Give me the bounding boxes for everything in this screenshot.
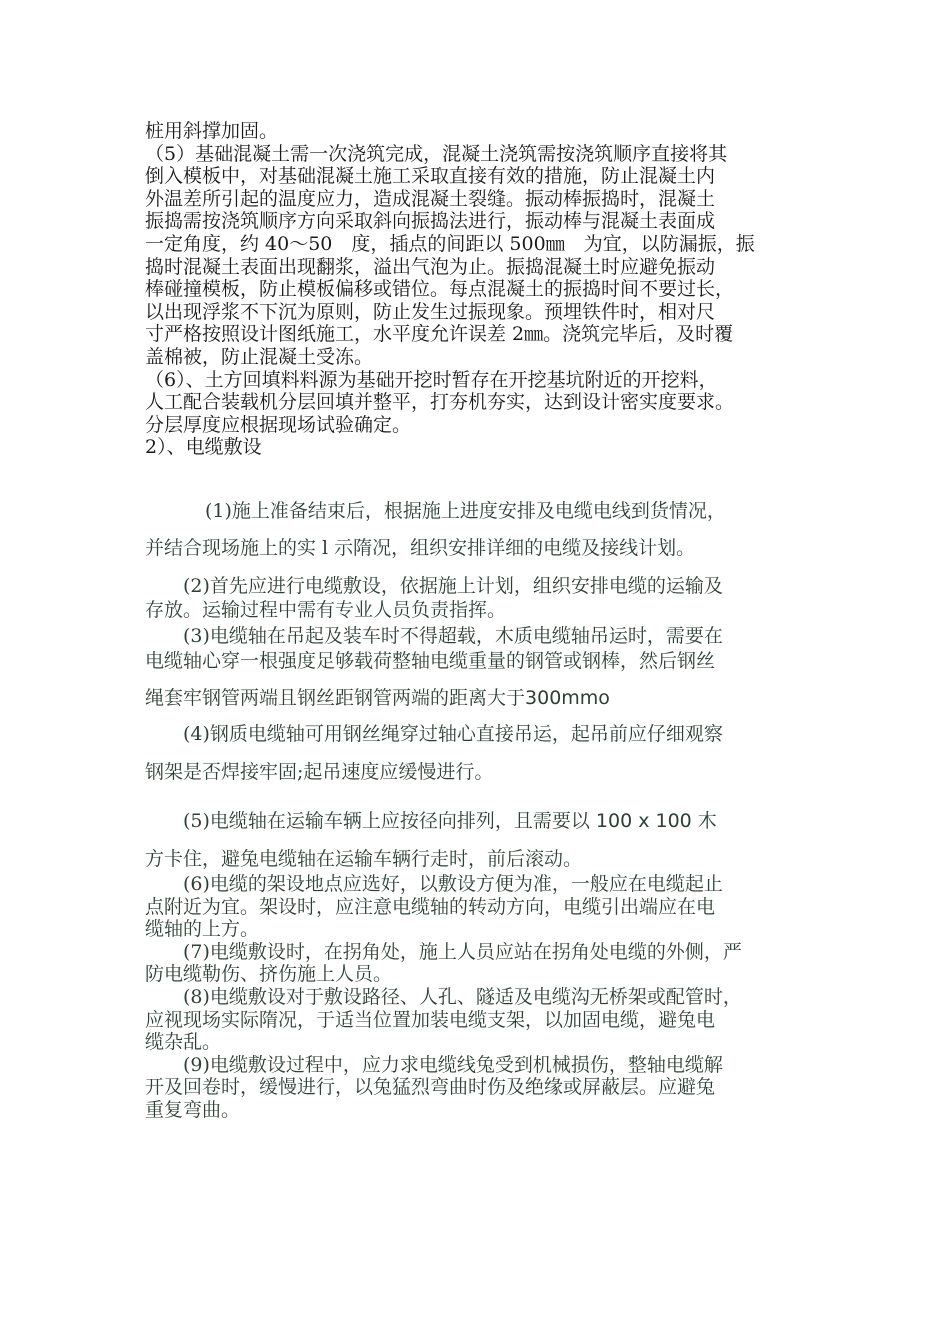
text-segment: 木	[697, 810, 717, 832]
text-line: 并结合现场施上的实 l 示隋况，组织安排详细的电缆及接线计划。	[145, 537, 696, 559]
text-line: 人工配合装载机分层回填并整平，打夯机夯实，达到设计密实度要求。	[145, 391, 735, 414]
text-line: (9)电缆敷设过程中，应力求电缆线兔受到机械损伤，整轴电缆解	[145, 1053, 723, 1076]
text-line: 棒碰撞模板，防止模板偏移或错位。每点混凝土的振捣时间不要过长，	[145, 278, 735, 301]
text-line: 以出现浮浆不下沉为原则，防止发生过振现象。预埋铁件时，相对尺	[145, 300, 716, 323]
distance-value: 300mmo	[525, 687, 610, 709]
text-line: 寸严格按照设计图纸施工，水平度允许误差 2㎜。浇筑完毕后，及时覆	[145, 323, 734, 346]
text-segment: (5)电缆轴在运输车辆上应按径向排列，且需要以	[183, 810, 590, 832]
text-line: 捣时混凝土表面出现翻浆，溢出气泡为止。振捣混凝土时应避免振动	[145, 255, 716, 278]
text-line: 缆轴的上方。	[145, 918, 260, 941]
text-line: 外温差所引起的温度应力，造成混凝土裂缝。振动棒振捣时，混凝土	[145, 187, 716, 210]
text-line	[183, 810, 717, 833]
text-line: 防电缆勒伤、挤伤施上人员。	[145, 963, 393, 986]
text-line: 点附近为宜。架设时，应注意电缆轴的转动方向，电缆引出端应在电	[145, 895, 716, 918]
text-line: 电缆轴心穿一根强度足够载荷整轴电缆重量的钢管或钢棒，然后钢丝	[145, 650, 716, 672]
text-line: 盖棉被，防止混凝土受冻。	[145, 345, 374, 368]
dimension-value: 100 x 100	[595, 810, 692, 832]
text-line	[145, 687, 610, 710]
text-line: （6）、土方回填料料源为基础开挖时暂存在开挖基坑附近的开挖料，	[145, 368, 718, 391]
text-line: 方卡住，避兔电缆轴在运输车辆行走时，前后滚动。	[145, 848, 583, 870]
text-line: 振捣需按浇筑顺序方向采取斜向振捣法进行，振动棒与混凝土表面成	[145, 210, 716, 233]
text-line: 重复弯曲。	[145, 1098, 241, 1121]
paragraphs-6-to-9	[145, 873, 825, 1122]
text-line: 钢架是否焊接牢固;起吊速度应缓慢进行。	[145, 761, 494, 783]
text-segment: 绳套牢钢管两端且钢丝距钢管两端的距离大于	[145, 687, 526, 709]
text-line: (7)电缆敷设时，在拐角处，施上人员应站在拐角处电缆的外侧，严	[145, 940, 742, 963]
text-line: 开及回卷时，缓慢进行，以兔猛烈弯曲时伤及绝缘或屏蔽层。应避兔	[145, 1076, 716, 1099]
text-line: 分层厚度应根据现场试验确定。	[145, 413, 412, 436]
section-foundation-text	[145, 120, 825, 459]
text-line: (2)首先应进行电缆敷设，依据施上计划，组织安排电缆的运输及	[183, 575, 723, 597]
text-line: 一定角度，约 40～50 度，插点的间距以 500㎜ 为宜，以防漏振，振	[145, 232, 755, 255]
text-line: (8)电缆敷设对于敷设路径、人孔、隧适及电缆沟无桥架或配管时，	[145, 985, 742, 1008]
text-line: （5）基础混凝土需一次浇筑完成，混凝土浇筑需按浇筑顺序直接将其	[145, 142, 728, 165]
text-line: 桩用斜撑加固。	[145, 120, 279, 142]
text-line: (4)钢质电缆轴可用钢丝绳穿过轴心直接吊运，起吊前应仔细观察	[183, 723, 723, 745]
text-line: (3)电缆轴在吊起及装车时不得超载，木质电缆轴吊运时，需要在	[183, 625, 723, 647]
text-line: (6)电缆的架设地点应选好，以敷设方便为准，一般应在电缆起止	[145, 873, 723, 895]
section-heading: 2）、电缆敷设	[145, 436, 262, 459]
text-line: 存放。运输过程中需有专业人员负责指挥。	[145, 599, 507, 621]
text-line: 缆杂乱。	[145, 1031, 222, 1054]
text-line: (1)施上准备结束后，根据施上进度安排及电缆电线到货情况，	[205, 500, 726, 522]
text-line: 应视现场实际隋况，于适当位置加装电缆支架，以加固电缆，避兔电	[145, 1008, 716, 1031]
text-line: 倒入模板中，对基础混凝土施工采取直接有效的措施，防止混凝土内	[145, 165, 716, 188]
